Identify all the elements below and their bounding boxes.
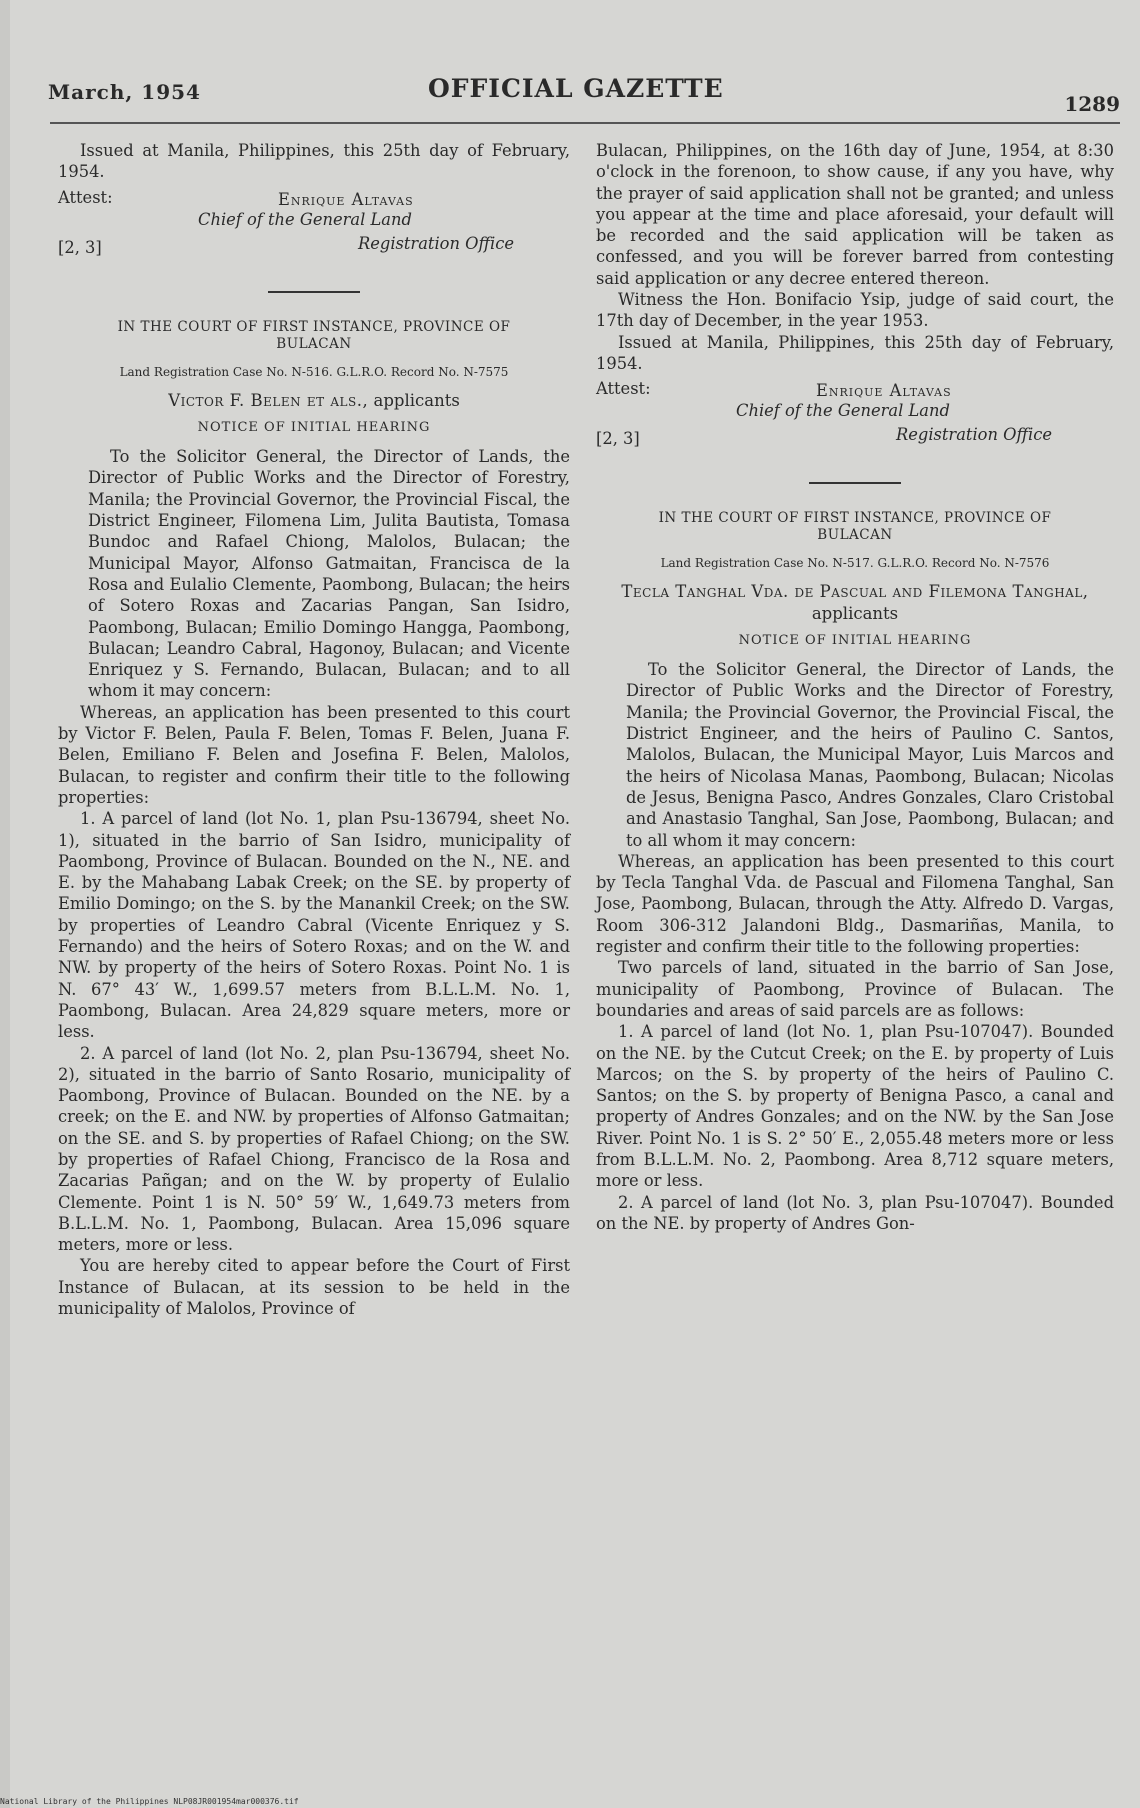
- applicants-line: [596, 581, 1114, 624]
- address-paragraph: To the Solicitor General, the Director of Lands, the Director of Public Works and the Director of Forestry, Manila; the Provincial Governor, the Provincial Fiscal, the District Engineer, and the heirs of Paulino C. Santos, Malolos, Bulacan, the Municipal Mayor, Luis Marcos and the heirs of Nicolasa Manas, Paombong, Bulacan; Nicolas de Jesus, Benigna Pasco, Andres Gonzales, Claro Cristobal and Anastasio Tanghal, San Jose, Paombong, Bulacan; and to all whom it may concern:: [626, 660, 1114, 850]
- left-column: [58, 140, 570, 1319]
- attest-name: Enrique Altavas: [278, 189, 414, 209]
- court-heading: IN THE COURT OF FIRST INSTANCE, PROVINCE OF BULACAN: [117, 318, 511, 352]
- header-rule: [50, 122, 1120, 124]
- attest-label: Attest:: [596, 379, 651, 399]
- applicants-names: Tecla Tanghal Vda. de Pascual and Filemona Tanghal,: [621, 582, 1089, 602]
- parcel-1-paragraph: 1. A parcel of land (lot No. 1, plan Psu-107047). Bounded on the NE. by the Cutcut Creek; on the E. by property of Luis Marcos; on the S. by property of the heirs of Paulino C. Santos; on the S. by property of Benigna Pasco, a canal and property of Andres Gonzales; and on the NW. by the San Jose River. Point No. 1 is S. 2° 50′ E., 2,055.48 meters more or less from B.L.L.M. No. 2, Paombong. Area 8,712 square meters, more or less.: [596, 1022, 1114, 1191]
- gazette-page: [10, 0, 1140, 1808]
- attest-name: Enrique Altavas: [816, 381, 952, 401]
- attest-ref: [2, 3]: [58, 237, 102, 257]
- address-paragraph: To the Solicitor General, the Director of Lands, the Director of Public Works and the Director of Forestry, Manila; the Provincial Governor, the Provincial Fiscal, the District Engineer, Filomena Lim, Julita Bautista, Tomasa Bundoc and Rafael Chiong, Malolos, Bulacan; the Municipal Mayor, Alfonso Gatmaitan, Francisca de la Rosa and Eulalio Clemente, Paombong, Bulacan; the heirs of Sotero Roxas and Zacarias Pangan, San Isidro, Paombong, Bulacan; Emilio Domingo Hangga, Paombong, Bulacan; Leandro Cabral, Hagonoy, Bulacan; and Vicente Enriquez y S. Fernando, Bulacan, Bulacan; and to all whom it may concern:: [88, 447, 570, 701]
- attest-ref: [2, 3]: [596, 429, 640, 449]
- attest-title-1: Chief of the General Land: [736, 401, 950, 421]
- page-header: [48, 74, 1120, 114]
- header-month: March, 1954: [48, 80, 201, 104]
- section-divider: [809, 482, 901, 484]
- notice-heading: NOTICE OF INITIAL HEARING: [738, 632, 972, 648]
- left-issued: Issued at Manila, Philippines, this 25th day of February, 1954.: [58, 141, 570, 182]
- parcel-1-paragraph: 1. A parcel of land (lot No. 1, plan Psu-136794, sheet No. 1), situated in the barrio of San Isidro, municipality of Paombong, Province of Bulacan. Bounded on the N., NE. and E. by the Mahabang Labak Creek; on the SE. by property of Emilio Domingo; on the S. by the Manankil Creek; on the SW. by properties of Leandro Cabral (Vicente Enriquez y S. Fernando) and the heirs of Sotero Roxas; and on the W. and NW. by property of the heirs of Sotero Roxas. Point No. 1 is N. 67° 43′ W., 1,699.57 meters from B.L.L.M. No. 1, Paombong, Bulacan. Area 24,829 square meters, more or less.: [58, 809, 570, 1042]
- scan-footer: National Library of the Philippines NLP08JR001954mar000376.tif: [0, 1797, 299, 1806]
- attest-title-2: Registration Office: [358, 233, 514, 253]
- attest-title-2: Registration Office: [896, 425, 1052, 445]
- parcel-2-paragraph: 2. A parcel of land (lot No. 2, plan Psu-136794, sheet No. 2), situated in the barrio of Santo Rosario, municipality of Paombong, Province of Bulacan. Bounded on the NE. by a creek; on the E. and NW. by properties of Alfonso Gatmaitan; on the SE. and S. by properties of Rafael Chiong; on the SW. by properties of Rafael Chiong, Francisco de la Rosa and Zacarias Pañgan; and on the W. by property of Eulalio Clemente. Point 1 is N. 50° 59′ W., 1,649.73 meters from B.L.L.M. No. 1, Paombong, Bulacan. Area 15,096 square meters, more or less.: [58, 1043, 570, 1255]
- applicants-line: [58, 390, 570, 411]
- two-parcels-paragraph: Two parcels of land, situated in the barrio of San Jose, municipality of Paombong, Province of Bulacan. The boundaries and areas of said parcels are as follows:: [596, 958, 1114, 1020]
- case-number: Land Registration Case No. N-516. G.L.R.O. Record No. N-7575: [119, 364, 509, 379]
- parcel-2-paragraph: 2. A parcel of land (lot No. 3, plan Psu-107047). Bounded on the NE. by property of Andres Gon-: [596, 1192, 1114, 1233]
- right-attest-block: [596, 378, 1114, 456]
- court-heading: IN THE COURT OF FIRST INSTANCE, PROVINCE OF BULACAN: [658, 510, 1052, 544]
- right-issued: Issued at Manila, Philippines, this 25th day of February, 1954.: [596, 332, 1114, 373]
- section-divider: [268, 291, 360, 293]
- case-number: Land Registration Case No. N-517. G.L.R.O. Record No. N-7576: [660, 556, 1050, 571]
- applicants-label: applicants: [811, 603, 899, 623]
- whereas-paragraph: Whereas, an application has been presented to this court by Tecla Tanghal Vda. de Pascual and Filomena Tanghal, San Jose, Paombong, Bulacan, through the Atty. Alfredo D. Vargas, Room 306-312 Jalandoni Bldg., Dasmariñas, Manila, to register and confirm their title to the following properties:: [596, 851, 1114, 957]
- header-title: OFFICIAL GAZETTE: [428, 74, 724, 103]
- whereas-paragraph: Whereas, an application has been presented to this court by Victor F. Belen, Paula F. Belen, Tomas F. Belen, Juana F. Belen, Emiliano F. Belen and Josefina F. Belen, Malolos, Bulacan, to register and confirm their title to the following properties:: [58, 702, 570, 807]
- attest-label: Attest:: [58, 187, 113, 207]
- witness-paragraph: Witness the Hon. Bonifacio Ysip, judge of said court, the 17th day of December, in the year 1953.: [596, 290, 1114, 331]
- header-page-number: 1289: [1064, 92, 1120, 116]
- applicants-label: applicants: [368, 390, 460, 410]
- attest-title-1: Chief of the General Land: [198, 209, 412, 229]
- right-column: [596, 140, 1114, 1234]
- applicants-names: Victor F. Belen et als.,: [168, 390, 369, 410]
- left-attest-block: [58, 187, 570, 265]
- notice-heading: NOTICE OF INITIAL HEARING: [197, 419, 431, 435]
- cited-paragraph: You are hereby cited to appear before the Court of First Instance of Bulacan, at its session to be held in the municipality of Malolos, Province of: [58, 1256, 570, 1319]
- continuation-paragraph: Bulacan, Philippines, on the 16th day of June, 1954, at 8:30 o'clock in the forenoon, to show cause, if any you have, why the prayer of said application shall not be granted; and unless you appear at the time and place aforesaid, your default will be recorded and the said application will be taken as confessed, and you will be forever barred from contesting said application or any decree entered thereon.: [596, 141, 1114, 288]
